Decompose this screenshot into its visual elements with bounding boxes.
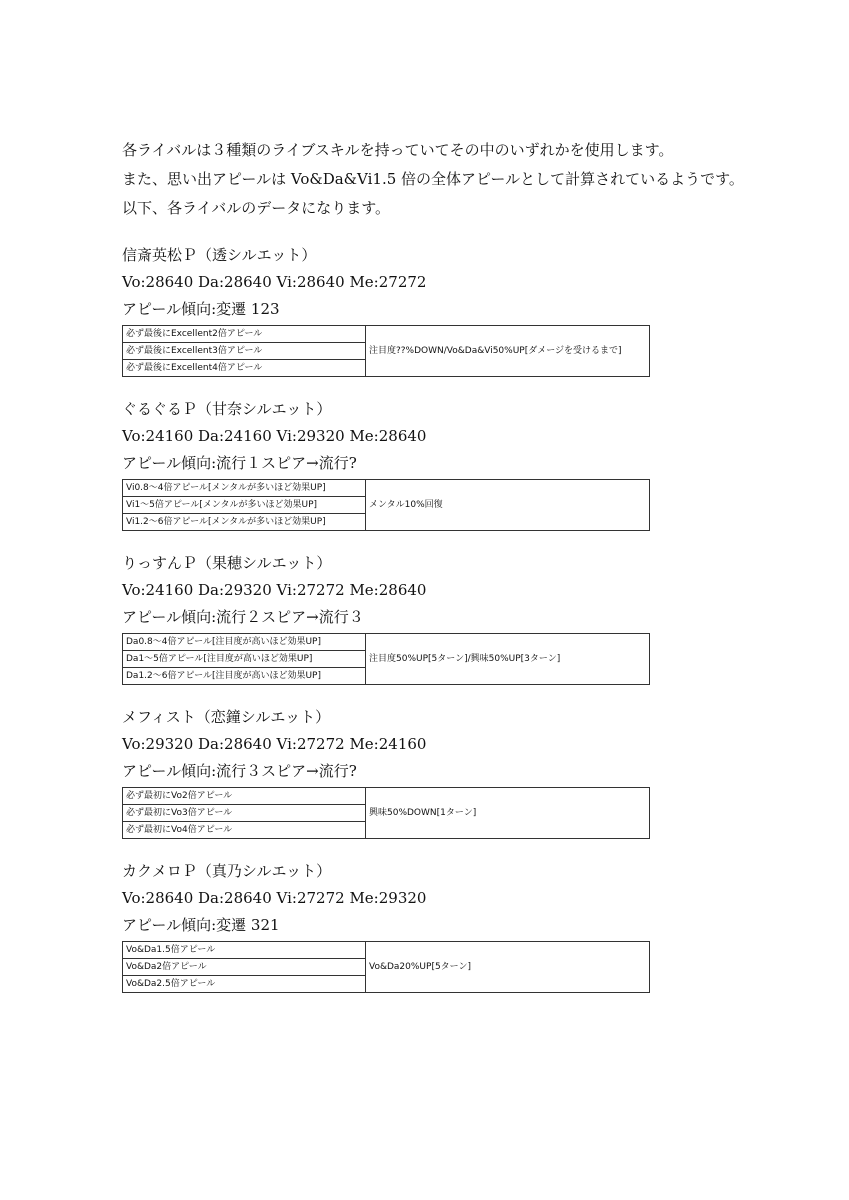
skill-cell: Da1.2～6倍アピール[注目度が高いほど効果UP] xyxy=(123,668,366,685)
skill-cell: 必ず最後にExcellent4倍アピール xyxy=(123,360,366,377)
rival-section xyxy=(122,710,652,839)
rival-section xyxy=(122,402,652,531)
skill-cell: 必ず最初にVo2倍アピール xyxy=(123,788,366,805)
rival-tendency: アピール傾向:変遷 123 xyxy=(122,300,280,318)
rival-stats: Vo:28640 Da:28640 Vi:27272 Me:29320 xyxy=(122,889,427,907)
skill-table xyxy=(122,325,650,377)
rival-section xyxy=(122,248,652,377)
rival-tendency: アピール傾向:流行１スピア→流行? xyxy=(122,454,357,472)
effect-cell: 注目度50%UP[5ターン]/興味50%UP[3ターン] xyxy=(366,634,650,685)
skill-table xyxy=(122,479,650,531)
effect-cell: Vo&Da20%UP[5ターン] xyxy=(366,942,650,993)
rival-tendency: アピール傾向:流行３スピア→流行? xyxy=(122,762,357,780)
skill-cell: Da0.8～4倍アピール[注目度が高いほど効果UP] xyxy=(123,634,366,651)
skill-cell: Vi0.8～4倍アピール[メンタルが多いほど効果UP] xyxy=(123,480,366,497)
intro-line: また、思い出アピールは Vo&Da&Vi1.5 倍の全体アピールとして計算されているようです。 xyxy=(122,170,744,188)
rival-name: 信斎英松Ｐ（透シルエット） xyxy=(122,246,317,264)
effect-cell: 注目度??%DOWN/Vo&Da&Vi50%UP[ダメージを受けるまで] xyxy=(366,326,650,377)
skill-table xyxy=(122,787,650,839)
rival-section xyxy=(122,556,652,685)
rival-tendency: アピール傾向:変遷 321 xyxy=(122,916,280,934)
skill-cell: Vi1.2～6倍アピール[メンタルが多いほど効果UP] xyxy=(123,514,366,531)
effect-cell: メンタル10%回復 xyxy=(366,480,650,531)
skill-cell: Vi1～5倍アピール[メンタルが多いほど効果UP] xyxy=(123,497,366,514)
rival-stats: Vo:24160 Da:29320 Vi:27272 Me:28640 xyxy=(122,581,427,599)
intro-line: 各ライバルは３種類のライブスキルを持っていてその中のいずれかを使用します。 xyxy=(122,141,674,159)
skill-cell: 必ず最後にExcellent3倍アピール xyxy=(123,343,366,360)
skill-cell: Vo&Da2倍アピール xyxy=(123,959,366,976)
rival-stats: Vo:24160 Da:24160 Vi:29320 Me:28640 xyxy=(122,427,427,445)
rival-name: カクメロＰ（真乃シルエット） xyxy=(122,862,332,880)
skill-cell: Da1～5倍アピール[注目度が高いほど効果UP] xyxy=(123,651,366,668)
rival-tendency: アピール傾向:流行２スピア→流行３ xyxy=(122,608,364,626)
skill-table xyxy=(122,941,650,993)
rival-section xyxy=(122,864,652,993)
skill-cell: Vo&Da2.5倍アピール xyxy=(123,976,366,993)
effect-cell: 興味50%DOWN[1ターン] xyxy=(366,788,650,839)
rival-name: メフィスト（恋鐘シルエット） xyxy=(122,708,331,726)
rival-stats: Vo:29320 Da:28640 Vi:27272 Me:24160 xyxy=(122,735,427,753)
skill-cell: 必ず最初にVo3倍アピール xyxy=(123,805,366,822)
skill-cell: Vo&Da1.5倍アピール xyxy=(123,942,366,959)
skill-cell: 必ず最後にExcellent2倍アピール xyxy=(123,326,366,343)
rival-stats: Vo:28640 Da:28640 Vi:28640 Me:27272 xyxy=(122,273,427,291)
rival-name: ぐるぐるＰ（甘奈シルエット） xyxy=(122,400,332,418)
intro-paragraph xyxy=(122,143,812,230)
skill-cell: 必ず最初にVo4倍アピール xyxy=(123,822,366,839)
intro-line: 以下、各ライバルのデータになります。 xyxy=(122,199,391,217)
rival-name: りっすんＰ（果穂シルエット） xyxy=(122,554,332,572)
skill-table xyxy=(122,633,650,685)
